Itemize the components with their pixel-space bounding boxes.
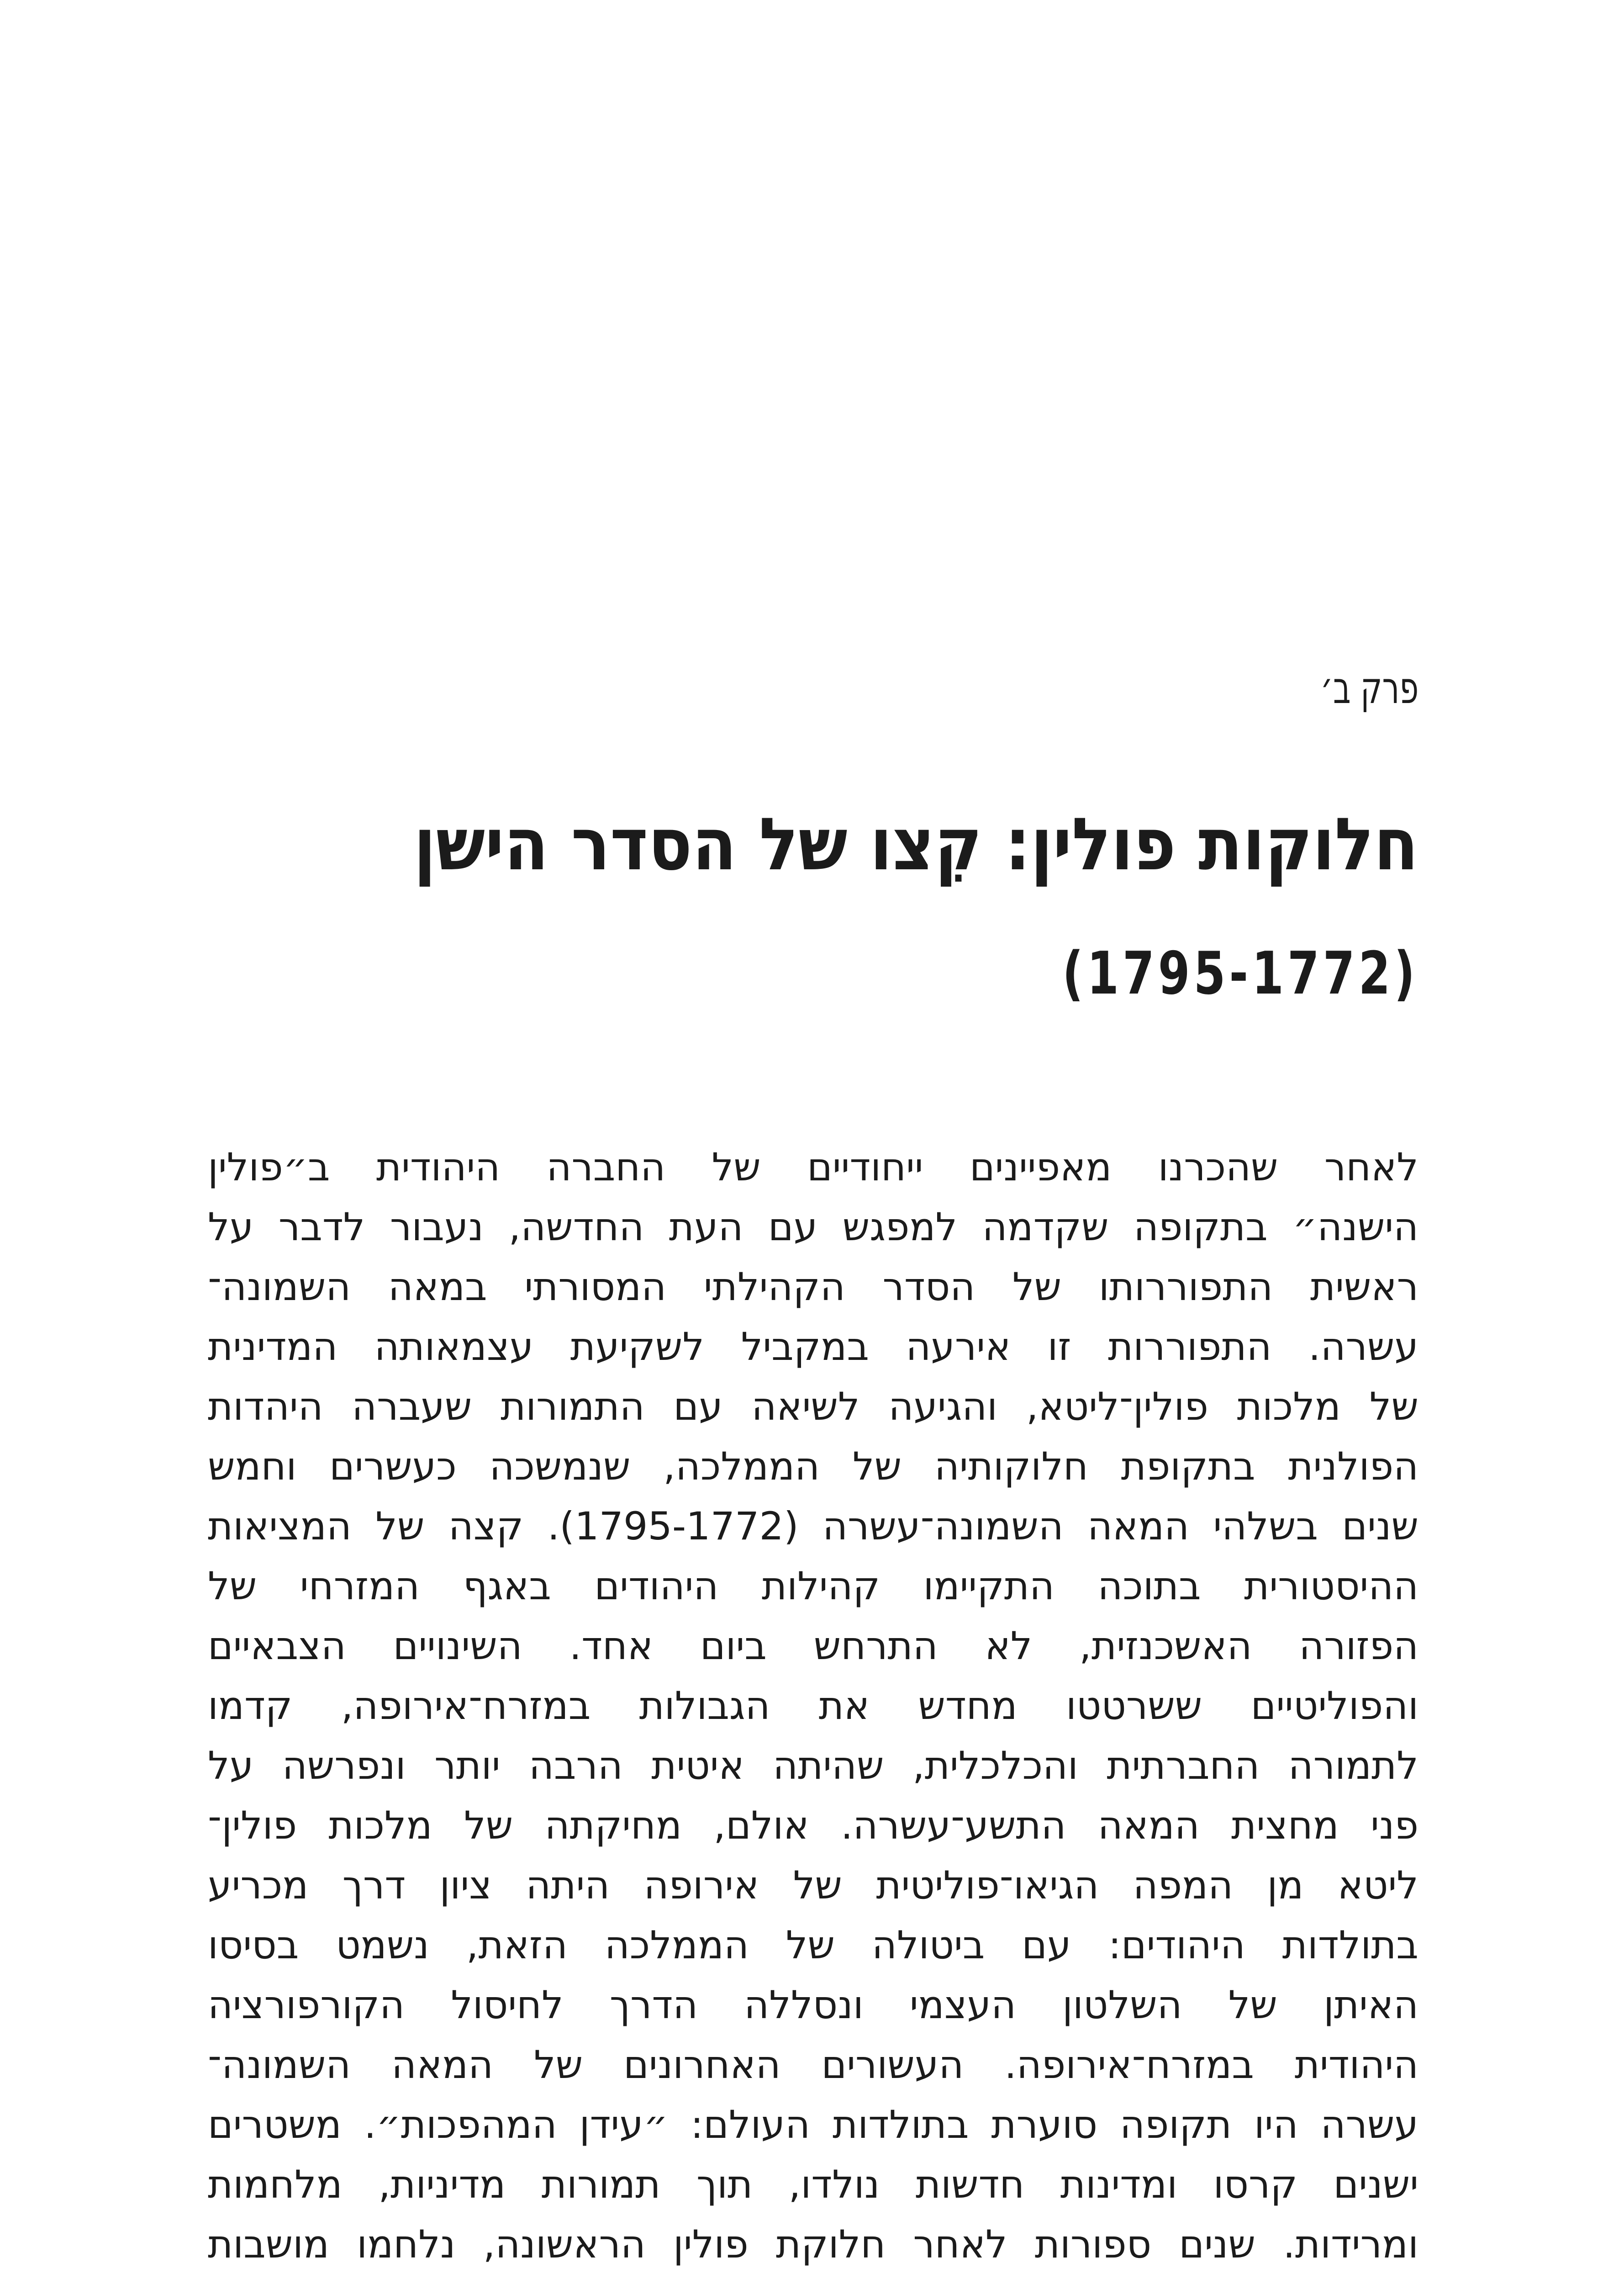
body-line: לתמורה החברתית והכלכלית, שהיתה איטית הרבה יותר ונפרשה על (208, 1743, 1418, 1788)
body-line: פני מחצית המאה התשע־עשרה. אולם, מחיקתה של מלכות פולין־ (208, 1803, 1418, 1848)
body-line: ליטא מן המפה הגיאו־פוליטית של אירופה היתה ציון דרך מכריע (208, 1863, 1418, 1908)
body-line: עשרה היו תקופה סוערת בתולדות העולם: ״עידן המהפכות״. משטרים (208, 2102, 1418, 2147)
chapter-label-text: פרק ב׳ (1320, 662, 1418, 714)
chapter-period-text: (1795-1772) (1062, 940, 1418, 1008)
body-line: היהודית במזרח־אירופה. העשורים האחרונים של המאה השמונה־ (208, 2042, 1418, 2087)
body-line: הישנה״ בתקופה שקדמה למפגש עם העת החדשה, נעבור לדבר על (208, 1205, 1418, 1249)
body-line: ההיסטורית בתוכה התקיימו קהילות היהודים באגף המזרחי של (208, 1564, 1418, 1608)
body-line: של מלכות פולין־ליטא, והגיעה לשיאה עם התמורות שעברה היהדות (208, 1384, 1418, 1429)
body-line: והפוליטיים ששרטטו מחדש את הגבולות במזרח־אירופה, קדמו (208, 1683, 1418, 1728)
body-line: ישנים קרסו ומדינות חדשות נולדו, תוך תמורות מדיניות, מלחמות (208, 2162, 1418, 2207)
body-line: הפולנית בתקופת חלוקותיה של הממלכה, שנמשכה כעשרים וחמש (208, 1444, 1418, 1489)
body-paragraph (208, 1137, 1418, 2274)
chapter-label (1320, 662, 1418, 714)
body-line: הפזורה האשכנזית, לא התרחש ביום אחד. השינויים הצבאיים (208, 1623, 1418, 1668)
body-line: עשרה. התפוררות זו אירעה במקביל לשקיעת עצמאותה המדינית (208, 1324, 1418, 1369)
body-line: לאחר שהכרנו מאפיינים ייחודיים של החברה היהודית ב״פולין (208, 1145, 1418, 1190)
body-line: האיתן של השלטון העצמי ונסללה הדרך לחיסול הקורפורציה (208, 1983, 1418, 2027)
chapter-title (414, 803, 1418, 887)
body-line: ראשית התפוררותו של הסדר הקהילתי המסורתי במאה השמונה־ (208, 1264, 1418, 1309)
chapter-period (1062, 940, 1418, 1008)
body-line: ומרידות. שנים ספורות לאחר חלוקת פולין הראשונה, נלחמו מושבות (208, 2222, 1418, 2267)
body-line: בתולדות היהודים: עם ביטולה של הממלכה הזאת, נשמט בסיסו (208, 1923, 1418, 1967)
body-line: שנים בשלהי המאה השמונה־עשרה (1795-1772). קצה של המציאות (208, 1504, 1419, 1549)
chapter-title-text: חלוקות פולין: קִצו של הסדר הישן (414, 803, 1418, 887)
